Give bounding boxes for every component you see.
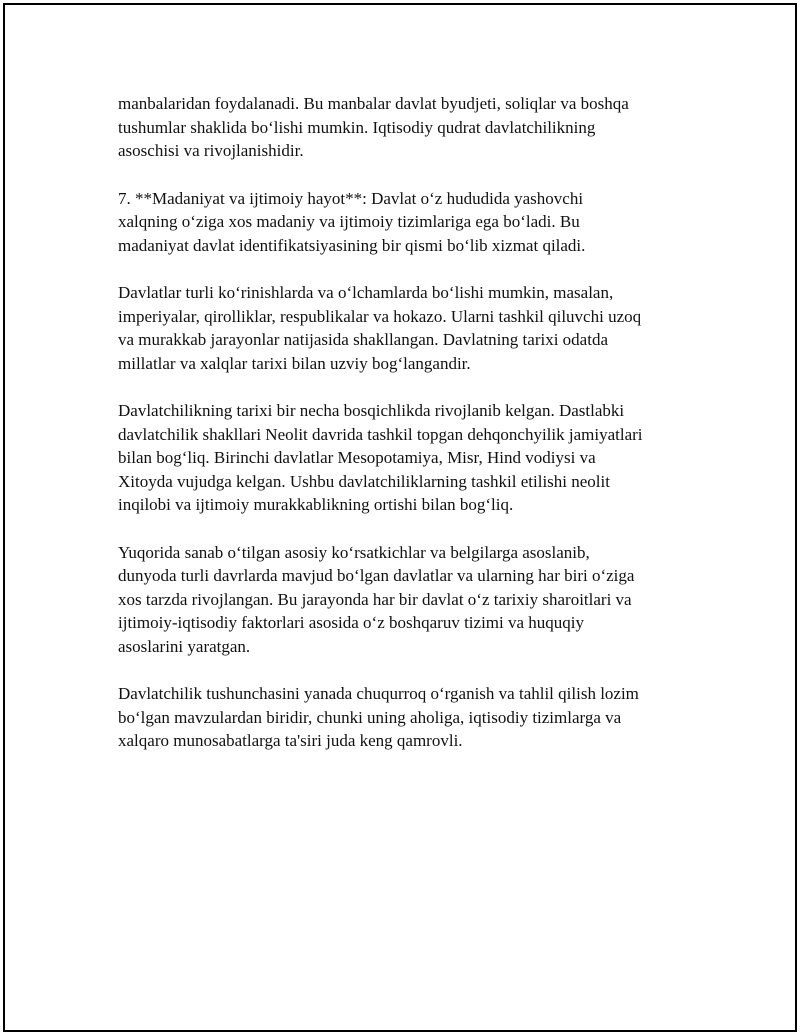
paragraph-culture-social-life <box>118 187 698 258</box>
text-line: davlatchilik shakllari Neolit davrida tashkil topgan dehqonchyilik jamiyatlari <box>118 424 643 444</box>
text-line: tushumlar shaklida bo‘lishi mumkin. Iqtisodiy qudrat davlatchilikning <box>118 117 596 137</box>
paragraph-history-of-statehood <box>118 399 698 517</box>
text-line: madaniyat davlat identifikatsiyasining bir qismi bo‘lib xizmat qiladi. <box>118 235 586 255</box>
text-line: Xitoyda vujudga kelgan. Ushbu davlatchiliklarning tashkil etilishi neolit <box>118 471 610 491</box>
text-line: asoschisi va rivojlanishidir. <box>118 141 304 160</box>
text-line: xos tarzda rivojlangan. Bu jarayonda har bir davlat o‘z tarixiy sharoitlari va <box>118 589 632 609</box>
text-line: inqilobi va ijtimoiy murakkablikning ortishi bilan bog‘liq. <box>118 495 514 514</box>
paragraph-conclusion <box>118 682 698 753</box>
text-line: ijtimoiy-iqtisodiy faktorlari asosida o‘z boshqaruv tizimi va huquqiy <box>118 613 585 632</box>
document-body <box>118 92 698 777</box>
text-line: Davlatlar turli ko‘rinishlarda va o‘lchamlarda bo‘lishi mumkin, masalan, <box>118 283 614 302</box>
text-line: va murakkab jarayonlar natijasida shakllangan. Davlatning tarixi odatda <box>118 330 608 349</box>
text-line: 7. **Madaniyat va ijtimoiy hayot**: Davlat o‘z hududida yashovchi <box>118 188 584 208</box>
text-line: imperiyalar, qirolliklar, respublikalar va hokazo. Ularni tashkil qiluvchi uzoq <box>118 306 642 326</box>
text-line: Yuqorida sanab o‘tilgan asosiy ko‘rsatkichlar va belgilarga asoslanib, <box>118 542 590 562</box>
text-line: millatlar va xalqlar tarixi bilan uzviy bog‘langandir. <box>118 353 471 373</box>
text-line: manbalaridan foydalanadi. Bu manbalar davlat byudjeti, soliqlar va boshqa <box>118 94 629 113</box>
text-line: Davlatchilik tushunchasini yanada chuqurroq o‘rganish va tahlil qilish lozim <box>118 684 639 703</box>
paragraph-development-of-states <box>118 541 698 659</box>
paragraph-forms-of-states <box>118 281 698 375</box>
text-line: bo‘lgan mavzulardan biridir, chunki uning aholiga, iqtisodiy tizimlarga va <box>118 707 622 727</box>
paragraph-economic-resources <box>118 92 698 163</box>
text-line: xalqning o‘ziga xos madaniy va ijtimoiy tizimlariga ega bo‘ladi. Bu <box>118 212 580 231</box>
text-line: asoslarini yaratgan. <box>118 636 251 656</box>
text-line: xalqaro munosabatlarga ta'siri juda keng qamrovli. <box>118 731 463 750</box>
text-line: bilan bog‘liq. Birinchi davlatlar Mesopotamiya, Misr, Hind vodiysi va <box>118 448 596 467</box>
text-line: dunyoda turli davrlarda mavjud bo‘lgan davlatlar va ularning har biri o‘ziga <box>118 566 635 585</box>
text-line: Davlatchilikning tarixi bir necha bosqichlikda rivojlanib kelgan. Dastlabki <box>118 401 625 420</box>
